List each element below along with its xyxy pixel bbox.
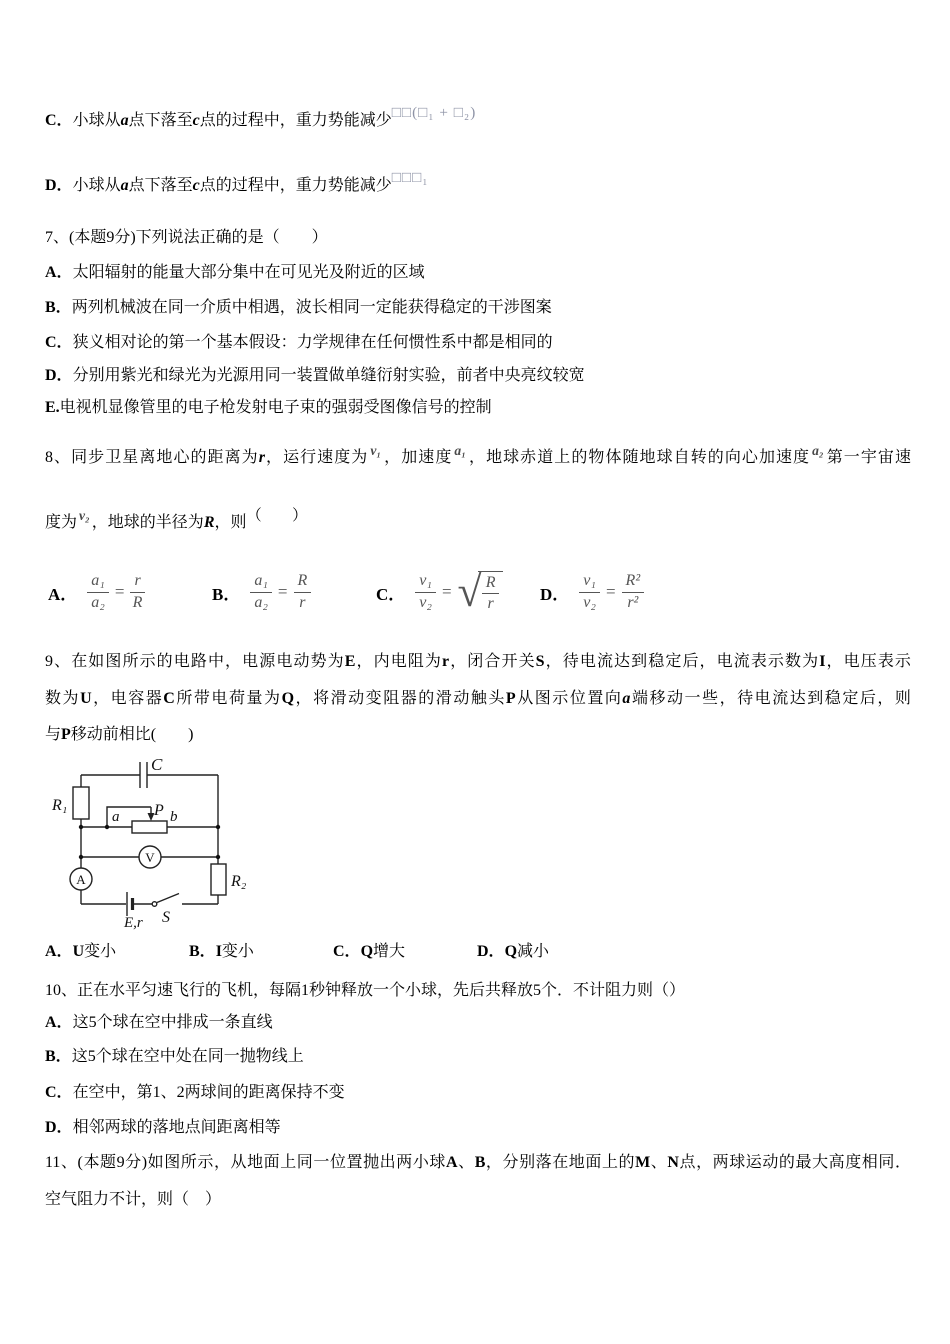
text-segment-supf: □□□₁ <box>391 169 429 187</box>
text-segment: ，地球的半径为 <box>91 514 204 531</box>
fraction-numerator: a₁ <box>87 572 109 592</box>
fraction <box>250 572 272 612</box>
text-segment: 点下落至 <box>128 177 193 194</box>
text-segment: 点的过程中，重力势能减少 <box>199 177 392 194</box>
q7-option-c <box>45 331 911 354</box>
text-segment-v: I <box>819 653 826 670</box>
text-segment-v: P <box>61 726 71 743</box>
q7-option-b <box>45 296 911 319</box>
q10-option-d <box>45 1116 911 1139</box>
r1-label: R₁ <box>52 797 68 814</box>
capacitor-label: C <box>151 755 163 774</box>
text-segment: 数为 <box>45 690 81 707</box>
fraction-denominator: a₂ <box>91 593 105 611</box>
text-segment-v: Q <box>281 690 295 707</box>
text-segment: 变小 <box>84 943 117 960</box>
option-label: D． <box>540 584 570 604</box>
text-segment-iv: c <box>192 177 200 194</box>
q9-line3 <box>45 723 911 746</box>
text-segment: 两列机械波在同一介质中相遇，波长相同一定能获得稳定的干涉图案 <box>71 299 552 316</box>
text-segment: 9、在如图所示的电路中，电源电动势为 <box>45 653 345 670</box>
radicand <box>478 571 504 614</box>
q11-line2 <box>45 1188 911 1211</box>
resistor-r2 <box>211 775 226 904</box>
rheostat-a-label: a <box>112 809 120 825</box>
fraction-numerator: v₁ <box>415 572 436 592</box>
fraction-denominator: r <box>299 593 306 611</box>
text-segment: 移动前相比( ) <box>70 726 194 743</box>
text-segment: 相邻两球的落地点间距离相等 <box>72 1119 281 1136</box>
fraction-numerator: R² <box>622 572 645 592</box>
text-segment: 点的过程中，重力势能减少 <box>199 112 392 129</box>
text-segment: 与 <box>45 726 62 743</box>
square-root <box>457 567 504 617</box>
fraction-denominator: r <box>487 595 494 612</box>
text-segment-supv: v₂ <box>79 508 90 524</box>
q8-line2 <box>45 507 911 534</box>
text-segment: 、 <box>650 1154 668 1171</box>
q6-option-d <box>45 169 911 197</box>
q9-options <box>45 940 549 963</box>
text-segment-iv: R <box>203 514 215 531</box>
fraction-numerator: R <box>294 572 312 592</box>
text-segment-v: A <box>445 1154 458 1171</box>
text-segment: ，则 <box>214 514 247 531</box>
rheostat <box>81 807 218 833</box>
fraction-denominator: v₂ <box>583 593 596 611</box>
text-segment-supv: v₁ <box>370 443 382 459</box>
text-segment: ，闭合开关 <box>449 653 536 670</box>
text-segment: 电视机显像管里的电子枪发射电子束的强弱受图像信号的控制 <box>59 399 492 416</box>
battery-label: E,r <box>124 915 143 931</box>
text-segment-v: M <box>635 1154 651 1171</box>
text-segment-v: P <box>505 690 516 707</box>
text-segment-lbl: C． <box>45 112 73 129</box>
text-segment: ，内电阻为 <box>355 653 442 670</box>
text-segment-v: S <box>535 653 545 670</box>
text-segment: 7、(本题9分)下列说法正确的是（ ） <box>45 229 328 246</box>
capacitor <box>81 762 218 788</box>
q10-option-a <box>45 1011 911 1034</box>
q9-option-b <box>189 940 333 963</box>
text-segment-lbl: C． <box>45 334 73 351</box>
text-segment-lbl: D． <box>477 943 505 960</box>
text-segment: 点，两球运动的最大高度相同． <box>678 1154 911 1171</box>
text-segment-v: I <box>215 943 222 960</box>
q8-option-a <box>48 572 212 612</box>
text-segment: 从图示位置向 <box>515 690 623 707</box>
text-segment: 11、(本题9分)如图所示，从地面上同一位置抛出两小球 <box>45 1154 446 1171</box>
q9-option-a <box>45 940 189 963</box>
fraction-denominator: v₂ <box>419 593 432 611</box>
fraction <box>622 572 645 612</box>
text-segment: 狭义相对论的第一个基本假设：力学规律在任何惯性系中都是相同的 <box>72 334 553 351</box>
text-segment: 端移动一些，待电流达到稳定后，则 <box>630 690 911 707</box>
equals-sign: = <box>441 582 452 601</box>
text-segment-v: r <box>441 653 450 670</box>
q7-option-d <box>45 364 911 387</box>
text-segment-iv: a <box>120 177 129 194</box>
text-segment-iv: c <box>192 112 200 129</box>
q10-option-c <box>45 1081 911 1104</box>
voltmeter-label: V <box>145 850 155 865</box>
rheostat-p-label: P <box>154 802 164 819</box>
fraction <box>87 572 109 612</box>
text-segment-v: C <box>163 690 175 707</box>
text-segment: ，加速度 <box>383 449 453 466</box>
equals-sign: = <box>605 582 616 601</box>
text-segment: ，待电流达到稳定后，电流表示数为 <box>544 653 820 670</box>
text-segment-v: B <box>474 1154 486 1171</box>
fraction <box>294 572 312 612</box>
q7-option-a <box>45 261 911 284</box>
q7-option-e <box>45 396 911 419</box>
option-label: C． <box>376 584 406 604</box>
rheostat-b-label: b <box>170 809 178 825</box>
text-segment-v: N <box>667 1154 679 1171</box>
text-segment-v: E <box>344 653 356 670</box>
radical-sign: √ <box>457 567 482 617</box>
fraction-denominator: R <box>132 593 143 611</box>
fraction <box>579 572 600 612</box>
text-segment: ，电容器 <box>91 690 164 707</box>
text-segment-lbl: C． <box>333 943 361 960</box>
text-segment-lbl: A． <box>45 1014 73 1031</box>
q9-line2 <box>45 687 911 710</box>
text-segment: 太阳辐射的能量大部分集中在可见光及附近的区域 <box>72 264 425 281</box>
q9-option-c <box>333 940 477 963</box>
switch-label: S <box>162 909 170 926</box>
text-segment: 第一宇宙速 <box>825 449 911 466</box>
option-label: A． <box>48 584 78 604</box>
text-segment-lbl: A． <box>45 264 73 281</box>
ammeter-label: A <box>76 872 86 887</box>
fraction-numerator: a₁ <box>250 572 272 592</box>
switch <box>152 894 218 907</box>
text-segment: 变小 <box>221 943 254 960</box>
text-segment: ，地球赤道上的物体随地球自转的向心加速度 <box>467 449 811 466</box>
text-segment: ，运行速度为 <box>264 449 369 466</box>
text-segment: 这5个球在空中处在同一抛物线上 <box>71 1048 304 1065</box>
fraction <box>130 572 144 612</box>
equals-sign: = <box>114 582 125 601</box>
text-segment-iv: a <box>622 690 631 707</box>
text-segment-supf: □□(□₁ + □₂) <box>391 104 477 122</box>
text-segment: 分别用紫光和绿光为光源用同一装置做单缝衍射实验，前者中央亮纹较宽 <box>72 367 585 384</box>
text-segment: 、 <box>457 1154 475 1171</box>
text-segment: ，将滑动变阻器的滑动触头 <box>294 690 506 707</box>
text-segment: 在空中，第1、2两球间的距离保持不变 <box>72 1084 345 1101</box>
text-segment: 这5个球在空中排成一条直线 <box>72 1014 273 1031</box>
fraction-denominator: a₂ <box>254 593 268 611</box>
text-segment-iv: a <box>120 112 129 129</box>
q10-header <box>45 979 911 1002</box>
text-segment: 度为 <box>45 514 78 531</box>
q9-option-d <box>477 940 549 963</box>
fraction-numerator: r <box>130 572 144 592</box>
fraction <box>482 574 500 614</box>
text-segment-lbl: C． <box>45 1084 73 1101</box>
r2-label: R₂ <box>231 873 247 890</box>
q11-line1 <box>45 1151 911 1174</box>
text-segment-v: U <box>80 690 92 707</box>
text-segment-lbl: D． <box>45 177 73 194</box>
q8-option-c <box>376 567 540 617</box>
text-segment-v: Q <box>360 943 374 960</box>
text-segment: 点下落至 <box>128 112 193 129</box>
text-segment-v: U <box>72 943 85 960</box>
text-segment-lbl: E. <box>45 399 60 416</box>
q8-options <box>48 560 644 624</box>
text-segment: 小球从 <box>72 112 121 129</box>
q8-line1 <box>45 443 911 469</box>
circuit-diagram <box>50 750 300 932</box>
fraction-numerator: v₁ <box>579 572 600 592</box>
q7-header <box>45 226 911 249</box>
fraction <box>415 572 436 612</box>
text-segment: ，电压表示 <box>825 653 911 670</box>
text-segment: 空气阻力不计，则（ ） <box>45 1191 222 1208</box>
text-segment-iv: r <box>258 449 265 466</box>
text-segment: 所带电荷量为 <box>174 690 282 707</box>
text-segment-lbl: D． <box>45 1119 73 1136</box>
q9-line1 <box>45 650 911 673</box>
option-label: B． <box>212 584 241 604</box>
fraction-numerator: R <box>482 574 500 594</box>
q6-option-c <box>45 104 911 132</box>
text-segment-lbl: B． <box>45 299 72 316</box>
text-segment-lbl: D． <box>45 367 73 384</box>
text-segment: 增大 <box>373 943 406 960</box>
fraction-denominator: r² <box>627 593 639 611</box>
battery <box>81 892 152 916</box>
text-segment: ，分别落在地面上的 <box>485 1154 636 1171</box>
q8-option-b <box>212 572 376 612</box>
text-segment-supv: a₁ <box>454 443 466 459</box>
text-segment: 小球从 <box>72 177 121 194</box>
text-segment-v: Q <box>504 943 518 960</box>
text-segment-lbl: A． <box>45 943 73 960</box>
equals-sign: = <box>277 582 288 601</box>
text-segment-supv: a₂ <box>812 443 824 459</box>
text-segment: 10、正在水平匀速飞行的飞机，每隔1秒钟释放一个小球，先后共释放5个．不计阻力则（） <box>45 982 686 999</box>
text-segment-lbl: B． <box>189 943 216 960</box>
q10-option-b <box>45 1045 911 1068</box>
q8-option-d <box>540 572 644 612</box>
text-segment-supp: （ ） <box>246 507 308 525</box>
text-segment: 8、同步卫星离地心的距离为 <box>45 449 259 466</box>
text-segment: 减小 <box>517 943 550 960</box>
text-segment-lbl: B． <box>45 1048 72 1065</box>
